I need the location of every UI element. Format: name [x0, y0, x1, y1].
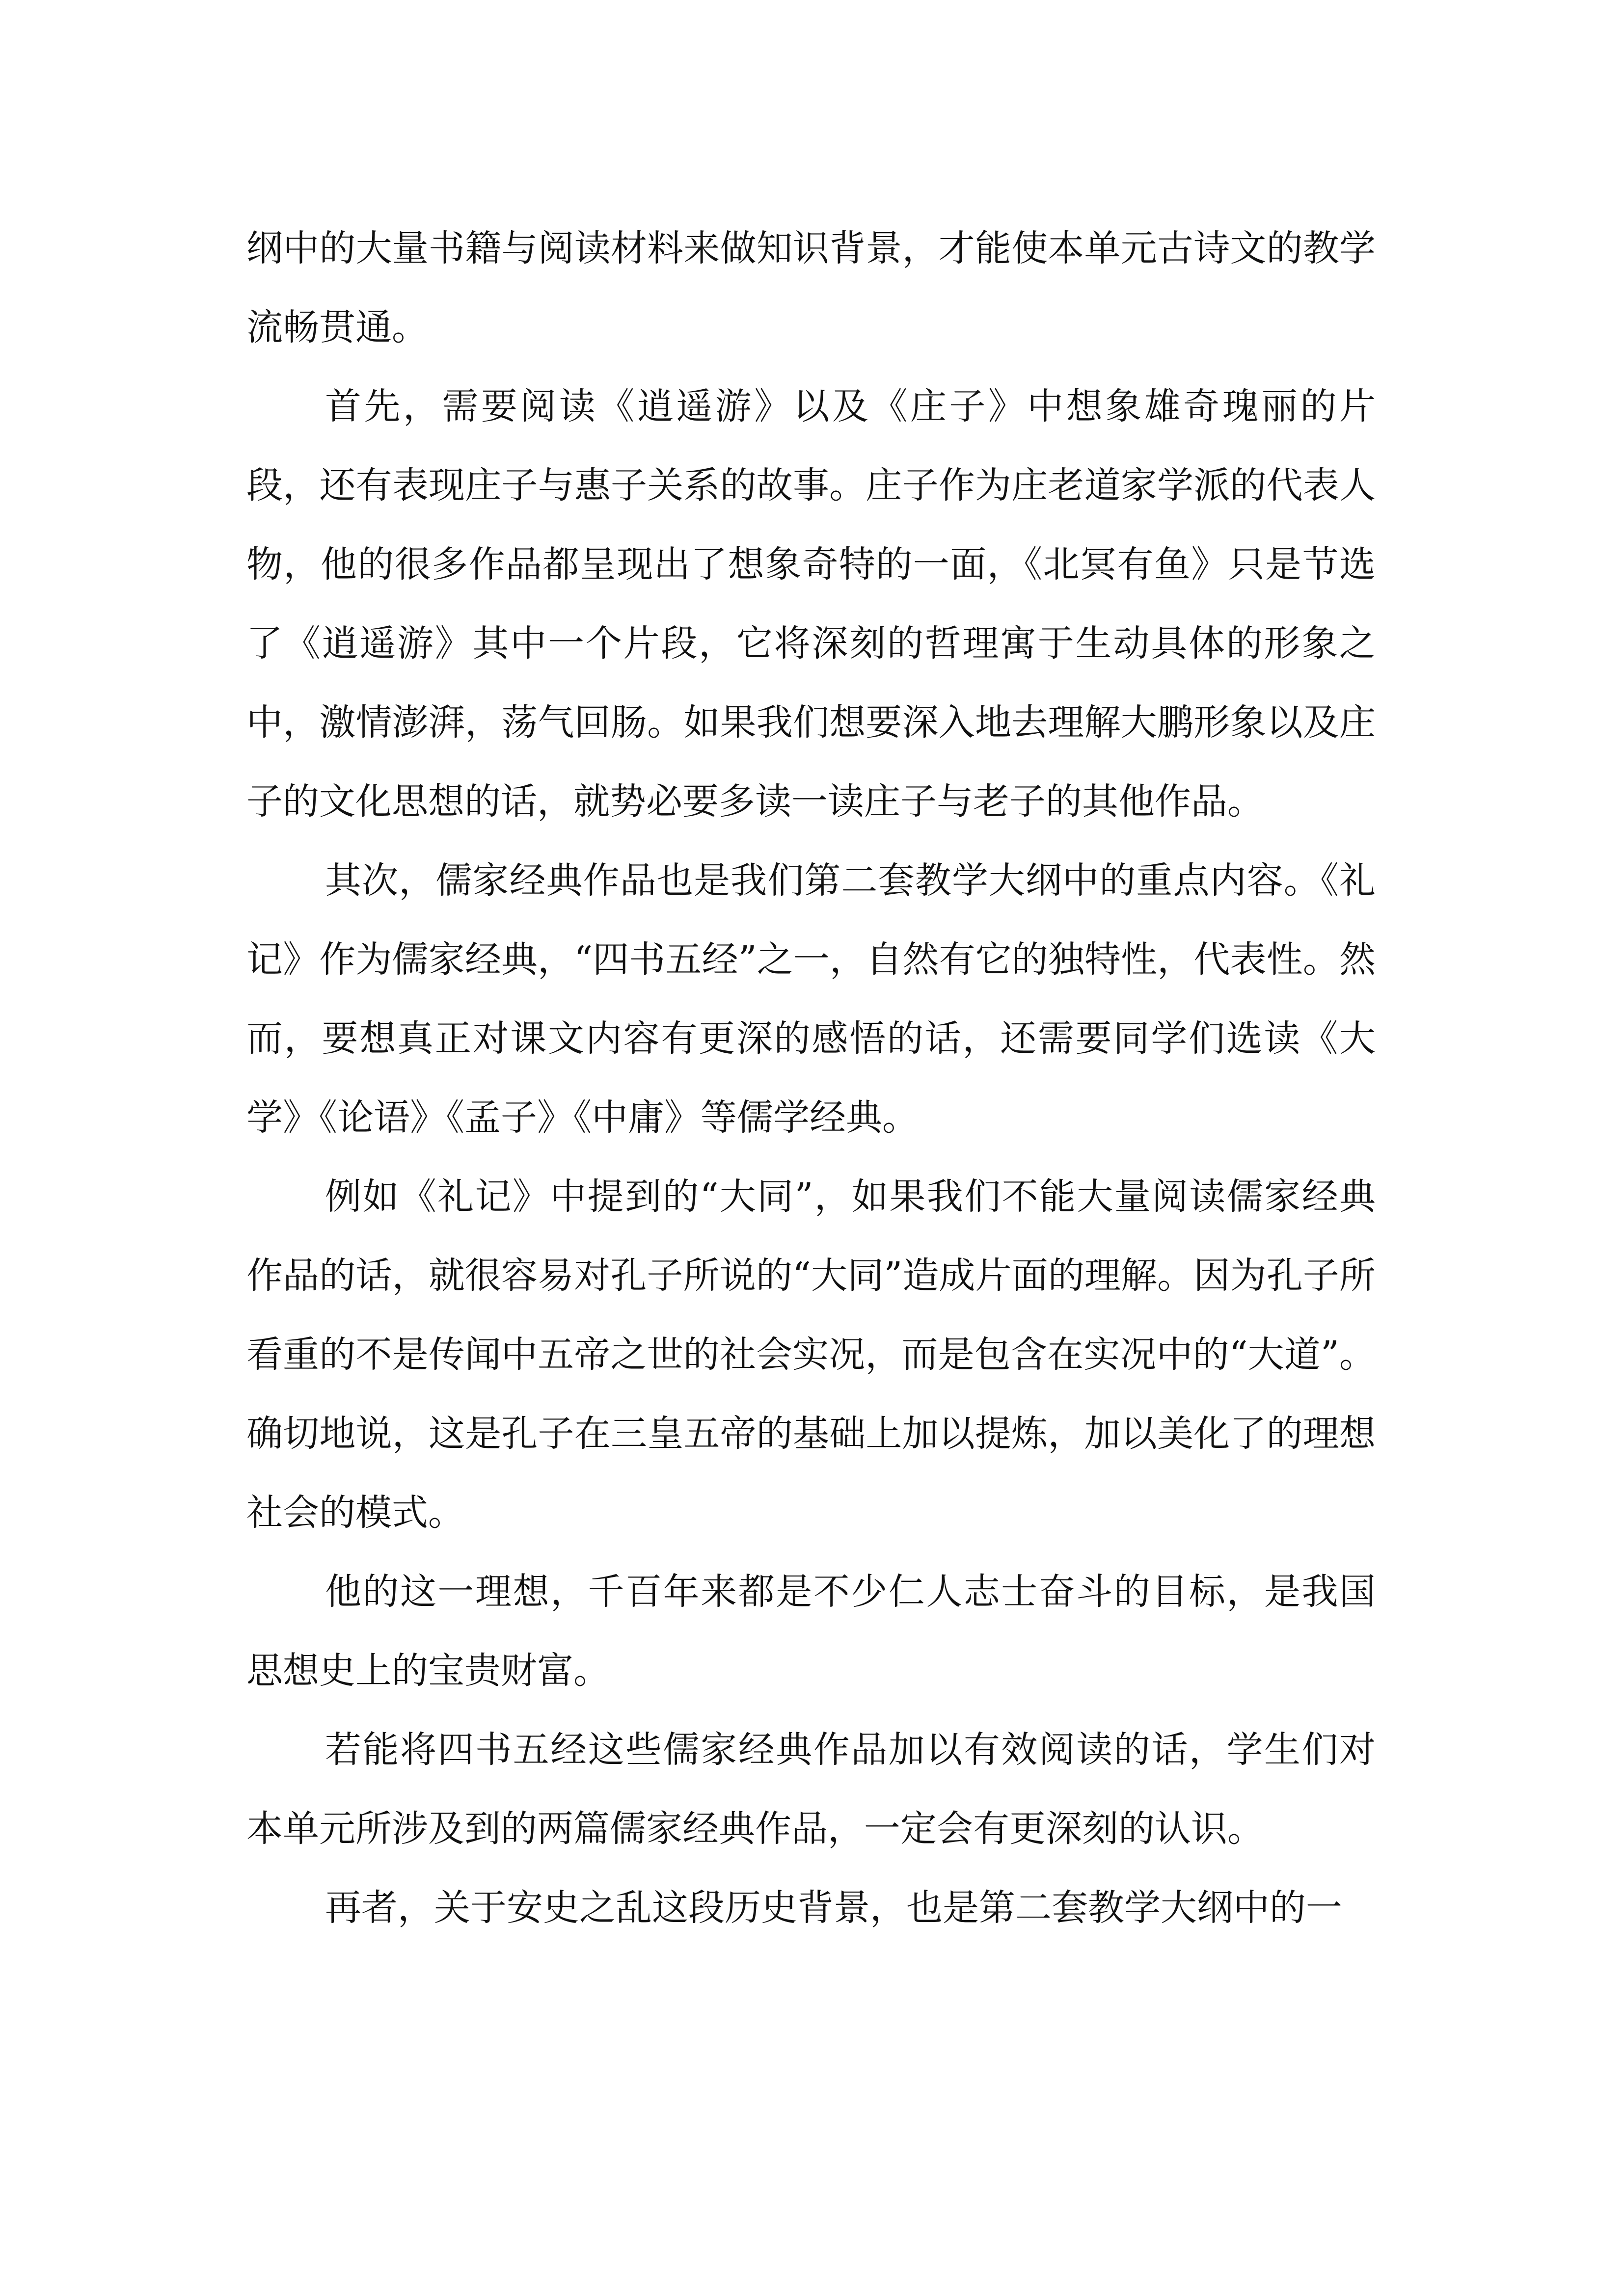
paragraph-effective-reading: 若能将四书五经这些儒家经典作品加以有效阅读的话，学生们对本单元所涉及到的两篇儒家经典作品，一定会有更深刻的认识。	[246, 1729, 1376, 1850]
paragraph-continuation: 纲中的大量书籍与阅读材料来做知识背景，才能使本单元古诗文的教学流畅贯通。	[246, 227, 1376, 348]
paragraph-datong: 例如《礼记》中提到的“大同”，如果我们不能大量阅读儒家经典作品的话，就很容易对孔子所说的“大同”造成片面的理解。因为孔子所看重的不是传闻中五帝之世的社会实况，而是包含在实况中的“大道”。确切地说，这是孔子在三皇五帝的基础上加以提炼，加以美化了的理想社会的模式。	[246, 1175, 1376, 1534]
paragraph-confucian-classics: 其次，儒家经典作品也是我们第二套教学大纲中的重点内容。《礼记》作为儒家经典，“四书五经”之一，自然有它的独特性，代表性。然而，要想真正对课文内容有更深的感悟的话，还需要同学们选读《大学》《论语》《孟子》《中庸》等儒学经典。	[246, 859, 1376, 1139]
paragraph-ideal: 他的这一理想，千百年来都是不少仁人志士奋斗的目标，是我国思想史上的宝贵财富。	[246, 1571, 1376, 1692]
body-text	[246, 209, 1376, 1948]
paragraph-anshi-rebellion: 再者，关于安史之乱这段历史背景，也是第二套教学大纲中的一	[325, 1887, 1342, 1929]
paragraph-zhuangzi: 首先，需要阅读《逍遥游》以及《庄子》中想象雄奇瑰丽的片段，还有表现庄子与惠子关系的故事。庄子作为庄老道家学派的代表人物，他的很多作品都呈现出了想象奇特的一面，《北冥有鱼》只是节选了《逍遥游》其中一个片段，它将深刻的哲理寓于生动具体的形象之中，激情澎湃，荡气回肠。如果我们想要深入地去理解大鹏形象以及庄子的文化思想的话，就势必要多读一读庄子与老子的其他作品。	[246, 385, 1376, 823]
